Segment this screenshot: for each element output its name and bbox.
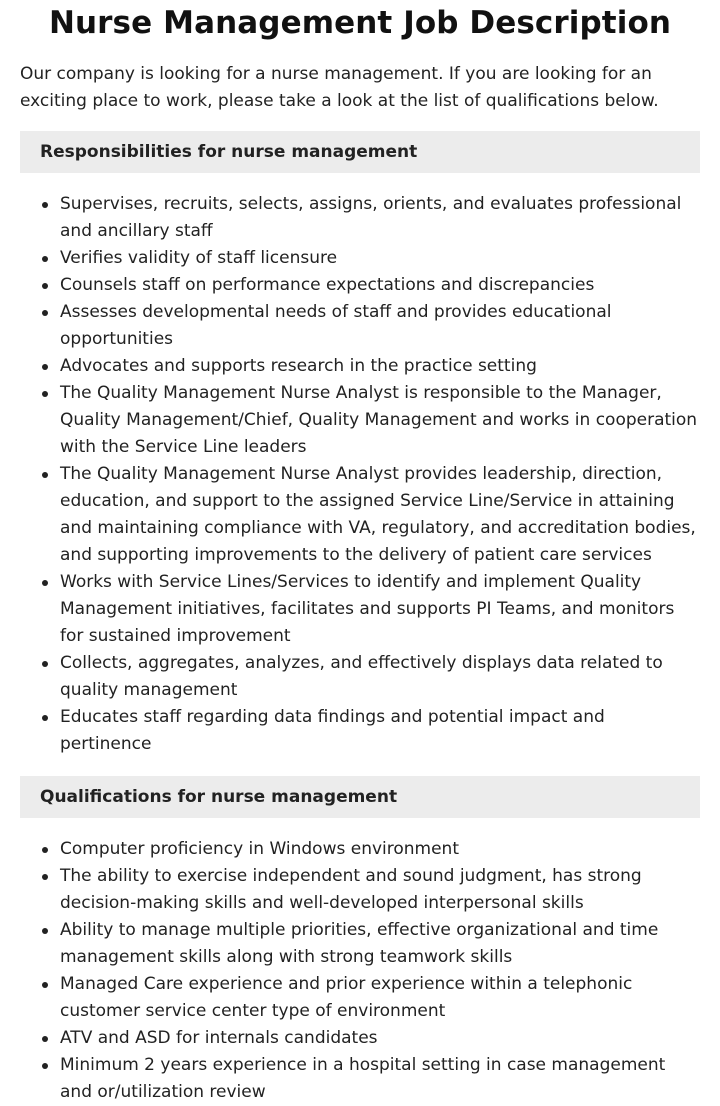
list-item: Counsels staff on performance expectations and discrepancies [20,272,700,299]
list-item: The ability to exercise independent and sound judgment, has strong decision-making skills and well-developed interpersonal skills [20,863,700,917]
list-item: Minimum 2 years experience in a hospital setting in case management and or/utilization review [20,1052,700,1106]
list-item: Collects, aggregates, analyzes, and effectively displays data related to quality management [20,650,700,704]
list-item: ATV and ASD for internals candidates [20,1025,700,1052]
list-item: The Quality Management Nurse Analyst is responsible to the Manager, Quality Management/Chief, Quality Management and works in cooperation with the Service Line leaders [20,380,700,461]
list-item: Educates staff regarding data findings and potential impact and pertinence [20,704,700,758]
list-item: Managed Care experience and prior experience within a telephonic customer service center type of environment [20,971,700,1025]
list-item: Advocates and supports research in the practice setting [20,353,700,380]
responsibilities-heading: Responsibilities for nurse management [20,131,700,173]
intro-paragraph: Our company is looking for a nurse management. If you are looking for an exciting place to work, please take a look at the list of qualifications below. [20,64,659,111]
list-item: The Quality Management Nurse Analyst provides leadership, direction, education, and support to the assigned Service Line/Service in attaining and maintaining compliance with VA, regulatory, and accreditation bodies, and supporting improvements to the delivery of patient care services [20,461,700,569]
qualifications-list [20,836,700,1106]
list-item: Ability to manage multiple priorities, effective organizational and time management skills along with strong teamwork skills [20,917,700,971]
responsibilities-list [20,191,700,758]
page-title: Nurse Management Job Description [48,5,672,41]
list-item: Supervises, recruits, selects, assigns, orients, and evaluates professional and ancillary staff [20,191,700,245]
list-item: Assesses developmental needs of staff and provides educational opportunities [20,299,700,353]
list-item: Works with Service Lines/Services to identify and implement Quality Management initiatives, facilitates and supports PI Teams, and monitors for sustained improvement [20,569,700,650]
list-item: Computer proficiency in Windows environment [20,836,700,863]
qualifications-heading: Qualifications for nurse management [20,776,700,818]
list-item: Verifies validity of staff licensure [20,245,700,272]
